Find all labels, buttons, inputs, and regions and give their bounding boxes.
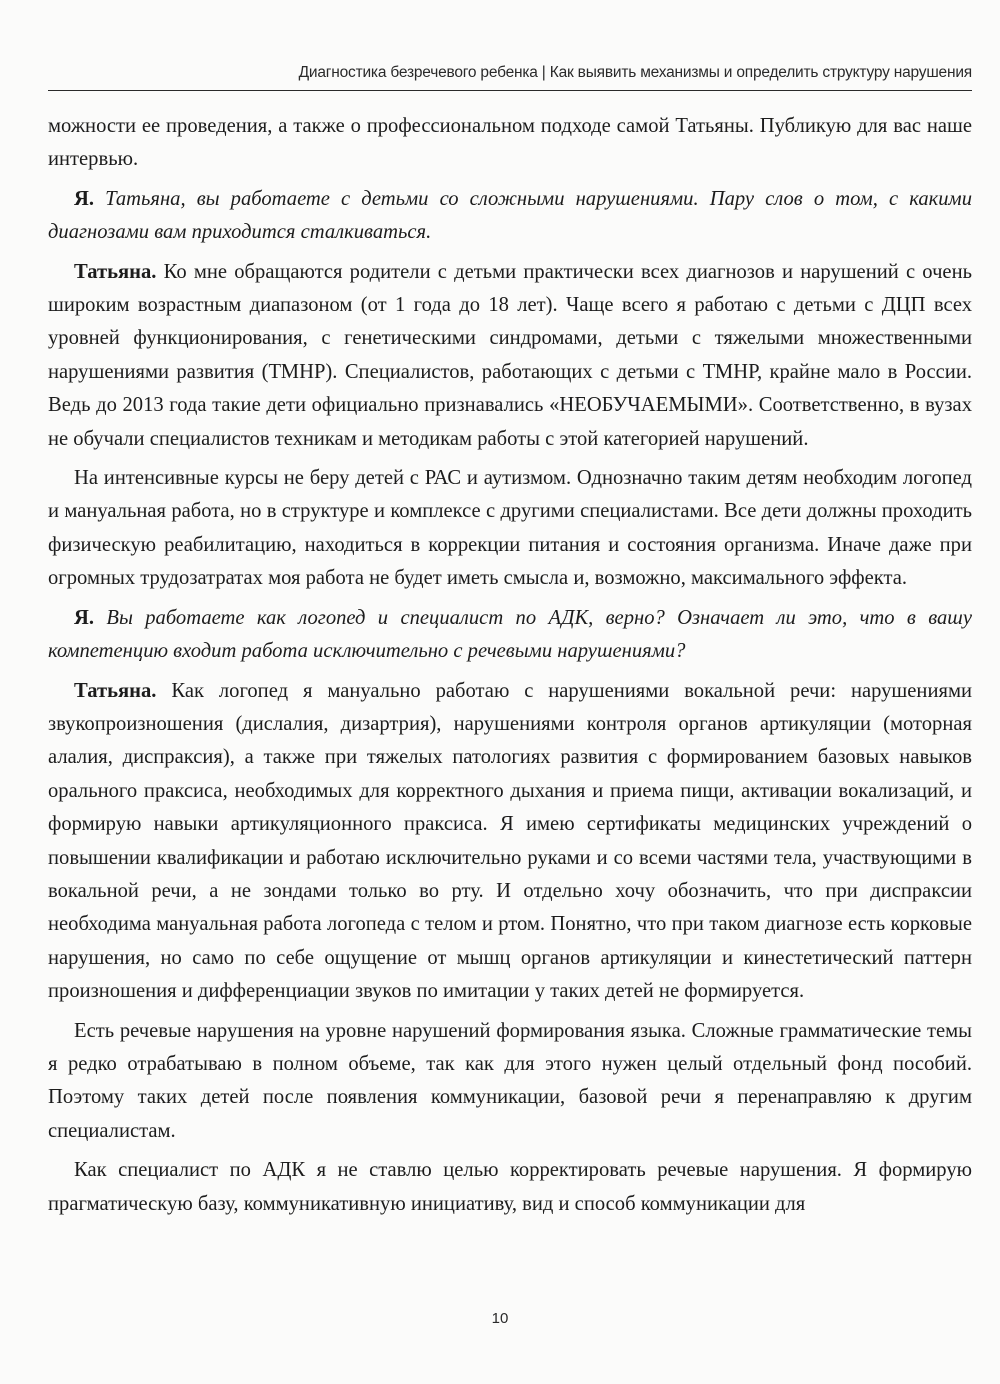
question-text: Вы работаете как логопед и специалист по АДК, верно? Означает ли это, что в вашу компетенцию входит работа исключительно с речевыми нарушениями? [48, 606, 972, 663]
paragraph-intro: можности ее проведения, а также о профессиональном подходе самой Татьяны. Публикую для вас наше интервью. [48, 115, 972, 171]
answer-text: Ко мне обращаются родители с детьми практически всех диагнозов и нарушений с очень широким возрастным диапазоном (от 1 года до 18 лет). Чаще всего я работаю с детьми с ДЦП всех уровней функционирования, с генетическими синдромами, детьми с тяжелыми множественными нарушениями развития (ТМНР). Специалистов, работающих с детьми с ТМНР, крайне мало в России. Ведь до 2013 года такие дети официально признавались «НЕОБУЧАЕМЫМИ». Соответственно, в вузах не обучали специалистов техникам и методикам работы с этой категорией нарушений. [48, 260, 972, 450]
paragraph-4: Как специалист по АДК я не ставлю целью корректировать речевые нарушения. Я формирую прагматическую базу, коммуникативную инициативу, вид и способ коммуникации для [48, 1159, 972, 1215]
speaker-label: Я. [74, 187, 95, 210]
question-1 [48, 183, 972, 250]
question-text: Татьяна, вы работаете с детьми со сложными нарушениями. Пару слов о том, с какими диагнозами вам приходится сталкиваться. [48, 187, 972, 244]
page-body [48, 110, 972, 1227]
paragraph-3: Есть речевые нарушения на уровне нарушений формирования языка. Сложные грамматические темы я редко отрабатываю в полном объеме, так как для этого нужен целый отдельный фонд пособий. Поэтому таких детей после появления коммуникации, базовой речи я перенаправляю к другим специалистам. [48, 1019, 972, 1142]
answer-2 [48, 675, 972, 1009]
answer-1 [48, 256, 972, 456]
speaker-label: Татьяна. [74, 260, 157, 283]
paragraph-2: На интенсивные курсы не беру детей с РАС и аутизмом. Однозначно таким детям необходим логопед и мануальная работа, но в структуре и комплексе с другими специалистами. Все дети должны проходить физическую реабилитацию, находиться в коррекции питания и состояния организма. Иначе даже при огромных трудозатратах моя работа не будет иметь смысла и, возможно, максимального эффекта. [48, 467, 972, 590]
speaker-label: Татьяна. [74, 679, 157, 702]
running-header [48, 60, 972, 91]
question-2 [48, 602, 972, 669]
page-number: 10 [491, 1310, 509, 1327]
running-title: Диагностика безречевого ребенка | Как выявить механизмы и определить структуру нарушения [298, 64, 972, 81]
answer-text: Как логопед я мануально работаю с нарушениями вокальной речи: нарушениями звукопроизношения (дислалия, дизартрия), нарушениями контроля органов артикуляции (моторная алалия, диспраксия), а также при тяжелых патологиях развития с формированием базовых навыков орального праксиса, необходимых для корректного дыхания и приема пищи, активации вокализаций, и формирую навыки артикуляционного праксиса. Я имею сертификаты медицинских учреждений о повышении квалификации и работаю исключительно руками и со всеми частями тела, участвующими в вокальной речи, а не зондами только во рту. И отдельно хочу обозначить, что при диспраксии необходима мануальная работа логопеда с телом и ртом. Понятно, что при таком диагнозе есть корковые нарушения, но само по себе ощущение от мышц органов артикуляции и кинестетический паттерн произношения и дифференциации звуков по имитации у таких детей не формируется. [48, 679, 972, 1003]
speaker-label: Я. [74, 606, 95, 629]
